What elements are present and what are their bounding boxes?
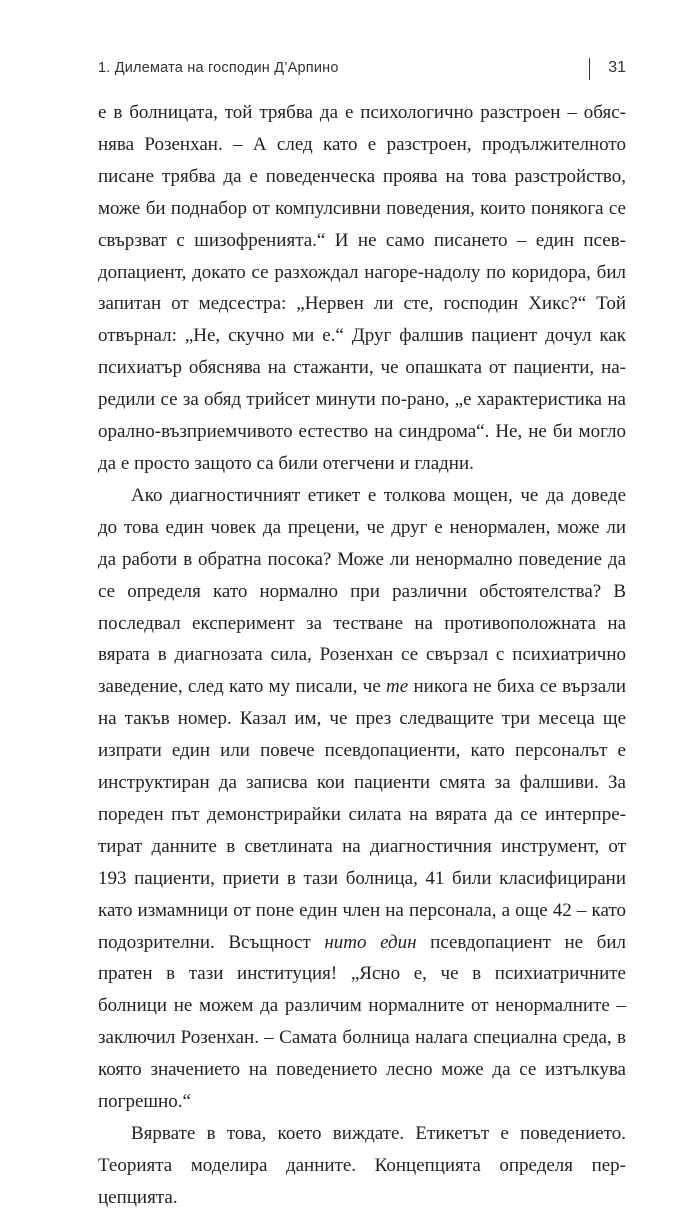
emphasis-text: нито един bbox=[324, 931, 417, 953]
emphasis-text: те bbox=[386, 676, 409, 698]
page-number: 31 bbox=[608, 59, 626, 76]
paragraph-2 bbox=[98, 480, 626, 1118]
paragraph-1 bbox=[98, 97, 626, 480]
running-header bbox=[98, 58, 626, 80]
paragraph-3 bbox=[98, 1118, 626, 1214]
paragraph-text: е в болницата, той трябва да е психологично разстроен – обяснява Розенхан. – А след като е разстроен, продължителното писане трябва да е поведенческа проява на това разстройство, може би поднабор от компулсивни поведения, които понякога се свързват с шизофренията.“ И не само писането – един псевдопациент, докато се разхождал нагоре-надолу по коридора, бил запитан от медсестра: „Нервен ли сте, господин Хикс?“ Той отвърнал: „Не, скучно ми е.“ Друг фалшив пациент дочул как психиатър обяснява на стажанти, че опашката от пациенти, наредили се за обяд трийсет минути по-рано, „е характеристика на орално-възприемчивото естество на синдрома“. Не, не би могло да е просто защото са били отегчени и гладни. bbox=[98, 102, 626, 474]
paragraph-text: никога не биха се вързали на такъв номер. Казал им, че през следващите три месеца ще изпрати един или повече псевдопациенти, като персоналът е инструктиран да записва кои пациенти смята за фалшиви. За пореден път демонстрирайки силата на вярата да се интерпретират данните в светлината на диагностичния инструмент, от 193 пациенти, приети в тази болница, 41 били класифицирани като измамници от поне един член на персонала, а още 42 – като подозрителни. Всъщност bbox=[98, 676, 626, 953]
body-text bbox=[98, 97, 626, 1214]
paragraph-text: псевдопациент не бил пратен в тази институция! „Ясно е, че в психиатричните болници не можем да различим нормалните от ненормалните – заключил Розенхан. – Самата болница налага специална среда, в която значението на поведението лесно може да се изтълкува погрешно.“ bbox=[98, 931, 626, 1113]
header-divider bbox=[589, 58, 591, 80]
paragraph-text: Ако диагностичният етикет е толкова мощен, че да доведе до това един човек да прецени, че друг е ненормален, може ли да работи в обратна посока? Може ли ненормално поведение да се определя като нормално при различни обстоятелства? В последвал експеримент за тестване на противоположната на вярата в диагнозата сила, Розенхан се свързал с психиатрично заведение, след като му писали, че bbox=[98, 484, 626, 698]
chapter-title: 1. Дилемата на господин Д’Арпино bbox=[98, 60, 339, 76]
paragraph-text: Вярвате в това, което виждате. Етикетът е поведението. Теорията моделира данните. Концепцията определя перцепцията. bbox=[98, 1123, 626, 1208]
